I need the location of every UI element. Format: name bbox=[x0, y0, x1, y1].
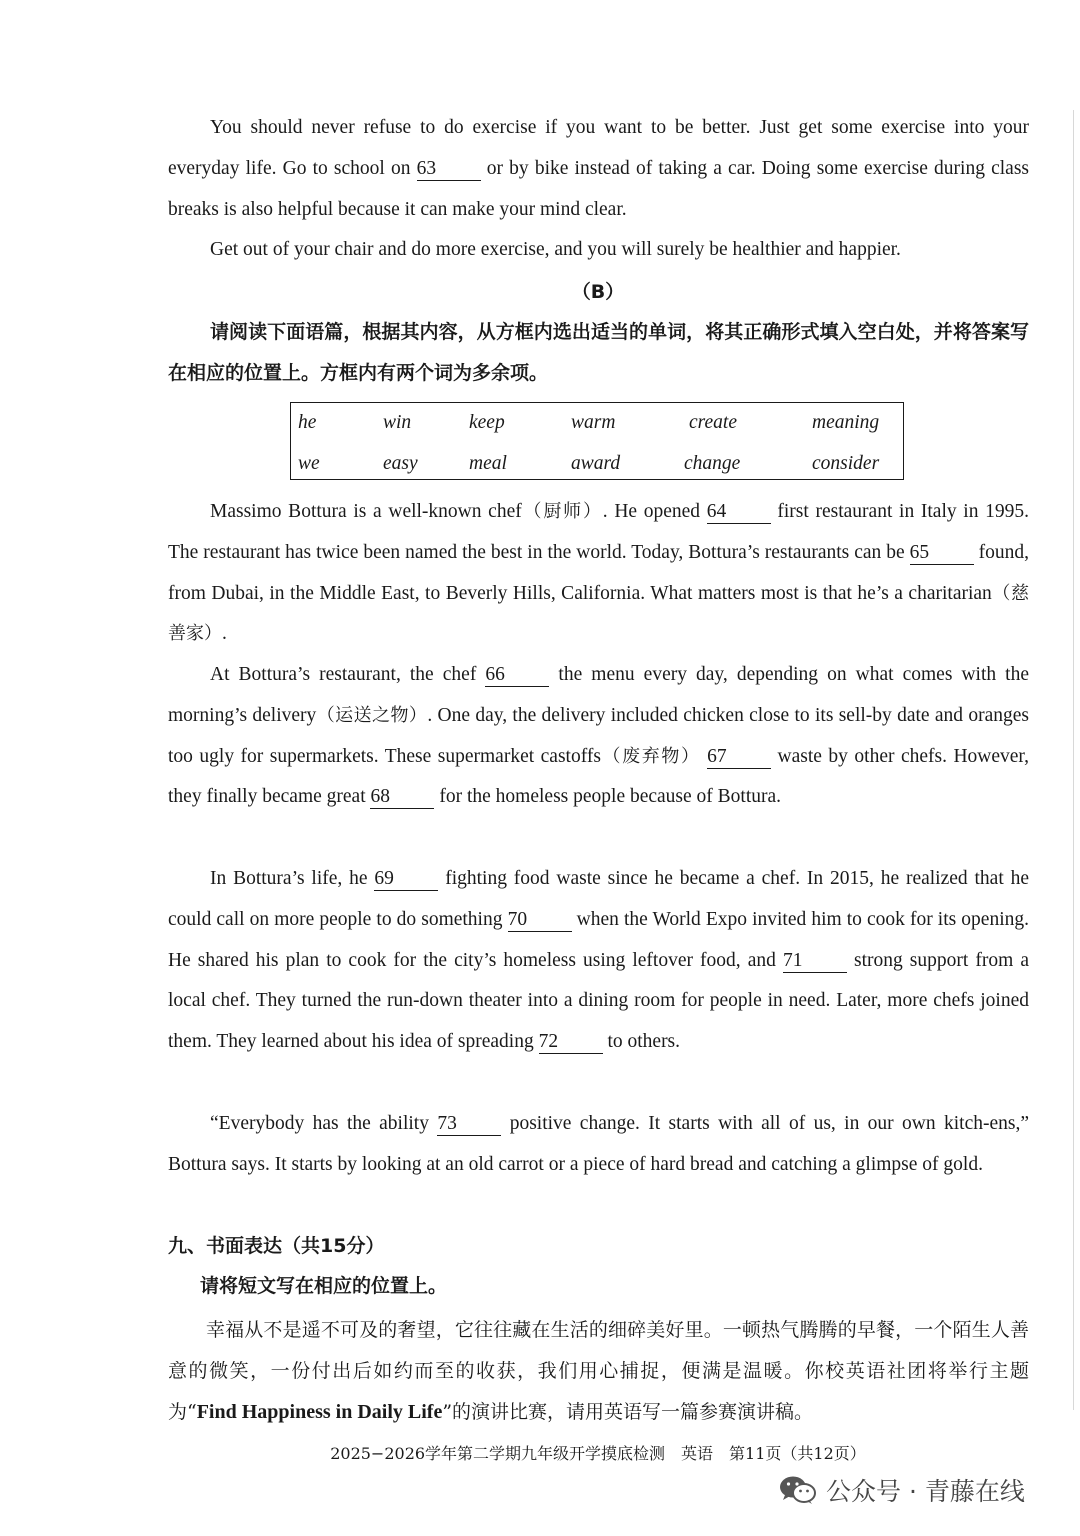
text-run: 幸福从不是遥不可及的奢望，它往往藏在生活的细碎美好里。一顿热气腾腾的早餐，一个陌生人善意的微笑，一份付出后如约而至的收获，我们用心捕捉，便满是温暖。你校英语社团将举行主题为“ bbox=[168, 1319, 1029, 1423]
answer-blank-63: 63 bbox=[417, 158, 481, 181]
chinese-gloss: （废弃物） bbox=[600, 745, 701, 767]
word-box-item: meal bbox=[469, 453, 507, 474]
passage-b-paragraph-1 bbox=[168, 492, 1029, 655]
page-footer: 2025−2026学年第二学期九年级开学摸底检测 英语 第11页（共12页） bbox=[330, 1444, 866, 1463]
passage-a-paragraph-1 bbox=[168, 108, 1029, 230]
answer-blank-72: 72 bbox=[539, 1031, 603, 1054]
text-run: positive change. It starts with all of us, in our own kitch-ens,” Bottura says. It starts by looking at an old carrot or a piece of hard bread and catching a glimpse of gold. bbox=[168, 1113, 1029, 1175]
answer-blank-68: 68 bbox=[370, 786, 434, 809]
word-box-item: consider bbox=[812, 453, 880, 474]
text-run: the menu every day, depending on what comes with the morning’s delivery bbox=[168, 664, 1030, 726]
text-run: ”的演讲比赛，请用英语写一篇参赛演讲稿。 bbox=[442, 1400, 814, 1423]
text-run: . One day, the delivery included chicken close to its sell-by date and oranges too ugly for supermarkets. These supermarket castoffs bbox=[168, 704, 1029, 767]
text-run: fighting food waste since he became a chef. In 2015, he realized that he could call on more people to do something bbox=[168, 868, 1029, 930]
text-run: In Bottura’s life, he bbox=[210, 868, 375, 889]
text-run: “Everybody has the ability bbox=[210, 1113, 438, 1134]
section-9-title: 九、书面表达（共15分） bbox=[168, 1235, 385, 1257]
text-run: when the World Expo invited him to cook for its opening. He shared his plan to cook for the city’s homeless using leftover food, and bbox=[168, 908, 1029, 971]
answer-blank-70: 70 bbox=[508, 909, 572, 932]
answer-blank-69: 69 bbox=[374, 868, 438, 891]
wechat-icon bbox=[778, 1474, 818, 1506]
passage-a-paragraph-2: Get out of your chair and do more exercise, and you will surely be healthier and happier. bbox=[210, 239, 901, 260]
text-run: strong support from a local chef. They turned the run-down theater into a dining room for people in need. Later, more chefs joined them. They learned about his idea of spreading bbox=[168, 949, 1029, 1053]
answer-blank-66: 66 bbox=[485, 664, 549, 687]
text-run: Massimo Bottura is a well-known chef bbox=[210, 501, 522, 522]
word-box-item: create bbox=[689, 412, 737, 433]
word-box-item: change bbox=[684, 453, 741, 474]
text-run: You should never refuse to do exercise if you want to be better. Just get some exercise into your everyday life. Go to school on bbox=[168, 117, 1029, 179]
text-run: for the homeless people because of Bottura. bbox=[434, 786, 782, 808]
word-box-item: keep bbox=[469, 412, 505, 433]
text-run: found, from Dubai, in the Middle East, to Beverly Hills, California. What matters most is that he’s a charitarian bbox=[168, 541, 1029, 604]
text-run: to others. bbox=[602, 1031, 681, 1053]
passage-b-paragraph-4 bbox=[168, 1104, 1029, 1186]
word-box-item: win bbox=[383, 412, 412, 433]
answer-blank-64: 64 bbox=[707, 501, 771, 524]
speech-theme-title: Find Happiness in Daily Life bbox=[196, 1400, 443, 1423]
passage-b-paragraph-3 bbox=[168, 859, 1029, 1063]
text-run: waste by other chefs. However, they finally became great bbox=[168, 745, 1030, 808]
answer-blank-73: 73 bbox=[437, 1113, 501, 1136]
answer-blank-71: 71 bbox=[783, 950, 847, 973]
word-box-item: meaning bbox=[812, 412, 880, 433]
watermark-text: 公众号 · 青藤在线 bbox=[826, 1477, 1025, 1506]
text-run: . bbox=[222, 623, 227, 645]
answer-blank-67: 67 bbox=[707, 746, 771, 769]
word-box-item: warm bbox=[571, 412, 616, 433]
word-box bbox=[290, 402, 904, 480]
writing-prompt bbox=[168, 1310, 1029, 1432]
answer-blank-65: 65 bbox=[910, 542, 974, 565]
chinese-gloss: （厨师） bbox=[521, 501, 603, 522]
text-run: or by bike instead of taking a car. Doing some exercise during class breaks is also helpful because it can make your mind clear. bbox=[168, 157, 1029, 220]
text-run: . He opened bbox=[602, 501, 707, 522]
watermark bbox=[778, 1472, 1025, 1508]
section-b-title: （B） bbox=[571, 281, 625, 303]
word-box-item: we bbox=[298, 453, 320, 474]
chinese-gloss: （慈善家） bbox=[168, 582, 1029, 645]
passage-b-paragraph-2 bbox=[168, 655, 1029, 818]
writing-instruction: 请将短文写在相应的位置上。 bbox=[200, 1275, 448, 1297]
text-run: At Bottura’s restaurant, the chef bbox=[210, 664, 486, 685]
section-b-instructions: 请阅读下面语篇，根据其内容，从方框内选出适当的单词，将其正确形式填入空白处，并将答案写在相应的位置上。方框内有两个词为多余项。 bbox=[168, 321, 1029, 384]
word-box-item: he bbox=[298, 412, 317, 433]
chinese-gloss: （运送之物） bbox=[316, 704, 428, 726]
text-run: first restaurant in Italy in 1995. The restaurant has twice been named the best in the world. Today, Bottura’s restaurants can be bbox=[168, 501, 1030, 563]
word-box-item: easy bbox=[383, 453, 418, 474]
word-box-item: award bbox=[571, 453, 621, 474]
